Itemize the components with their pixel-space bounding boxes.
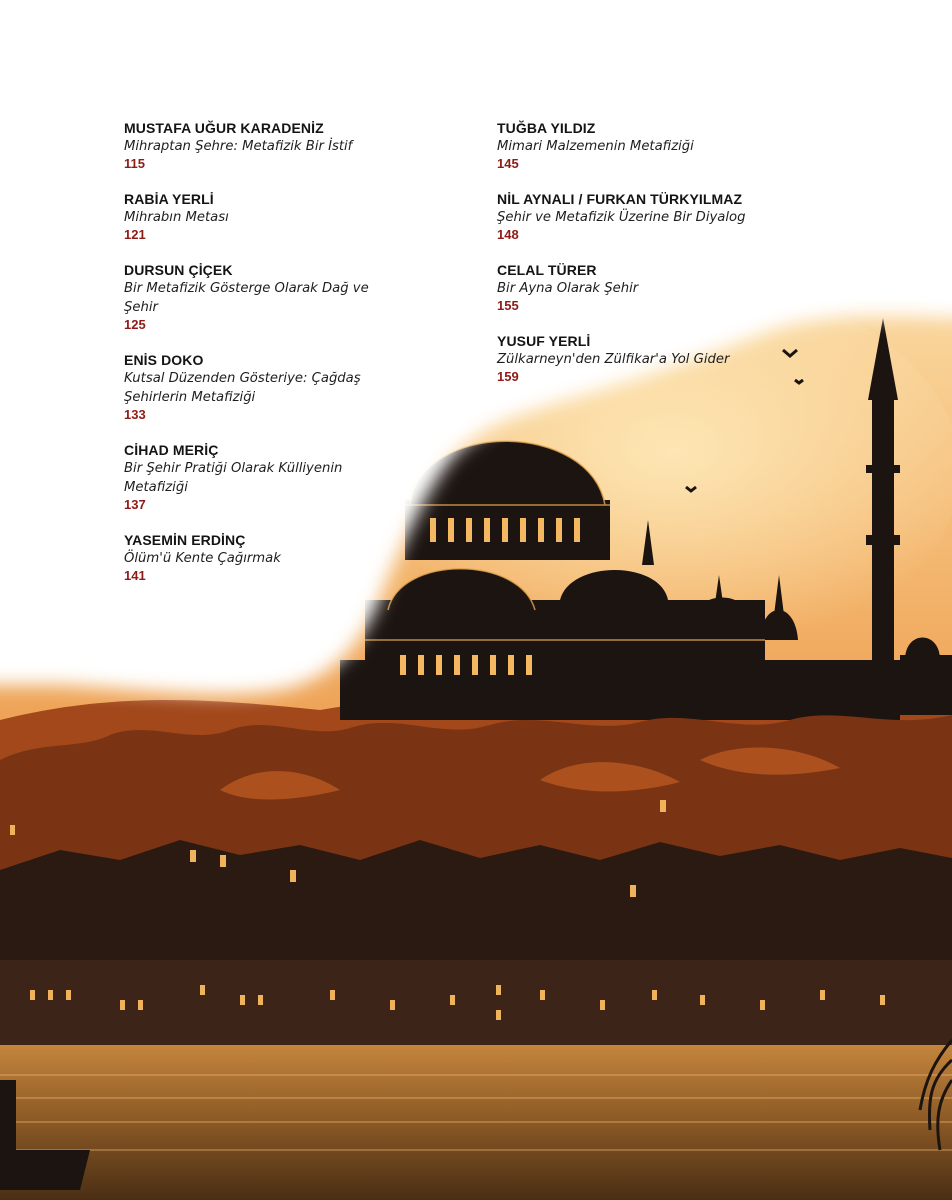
toc-entry[interactable] (124, 262, 484, 332)
toc-column-left (124, 120, 484, 603)
toc-entry[interactable] (124, 352, 484, 422)
entry-page-number: 115 (124, 156, 145, 171)
toc-entry[interactable] (124, 532, 484, 583)
toc-entry[interactable] (124, 191, 484, 242)
entry-title: Bir Ayna Olarak Şehir (497, 281, 639, 296)
entry-page-number: 145 (497, 156, 519, 171)
toc-entry[interactable] (497, 120, 857, 171)
entry-title: Mihrabın Metası (124, 210, 229, 225)
toc-entry[interactable] (497, 262, 857, 313)
entry-title: Ölüm'ü Kente Çağırmak (124, 551, 281, 566)
water-surface (0, 1040, 952, 1200)
entry-title: Kutsal Düzenden Gösteriye: Çağdaş Şehirlerin Metafiziği (124, 371, 361, 405)
entry-author: YASEMİN ERDİNÇ (124, 532, 246, 548)
entry-page-number: 121 (124, 227, 146, 242)
entry-page-number: 137 (124, 497, 146, 512)
entry-author: TUĞBA YILDIZ (497, 120, 596, 136)
entry-page-number: 141 (124, 568, 146, 583)
entry-author: CİHAD MERİÇ (124, 442, 219, 458)
entry-author: YUSUF YERLİ (497, 333, 591, 349)
entry-page-number: 155 (497, 298, 519, 313)
entry-author: RABİA YERLİ (124, 191, 214, 207)
toc-entry[interactable] (497, 191, 857, 242)
entry-author: NİL AYNALI / FURKAN TÜRKYILMAZ (497, 191, 743, 207)
entry-title: Mimari Malzemenin Metafiziği (497, 139, 694, 154)
entry-title: Bir Metafizik Gösterge Olarak Dağ ve Şehir (124, 281, 369, 315)
toc-entry[interactable] (124, 120, 484, 171)
entry-page-number: 133 (124, 407, 146, 422)
entry-author: MUSTAFA UĞUR KARADENİZ (124, 120, 324, 136)
entry-title: Mihraptan Şehre: Metafizik Bir İstif (124, 139, 353, 154)
toc-column-right (497, 120, 857, 404)
entry-title: Bir Şehir Pratiği Olarak Külliyenin Metafiziği (124, 461, 343, 495)
entry-author: ENİS DOKO (124, 352, 204, 368)
entry-author: DURSUN ÇİÇEK (124, 262, 233, 278)
entry-author: CELAL TÜRER (497, 262, 597, 278)
entry-title: Zülkarneyn'den Zülfikar'a Yol Gider (497, 352, 730, 367)
entry-page-number: 159 (497, 369, 519, 384)
entry-page-number: 148 (497, 227, 519, 242)
toc-entry[interactable] (497, 333, 857, 384)
entry-title: Şehir ve Metafizik Üzerine Bir Diyalog (497, 210, 746, 225)
entry-page-number: 125 (124, 317, 146, 332)
toc-entry[interactable] (124, 442, 484, 512)
